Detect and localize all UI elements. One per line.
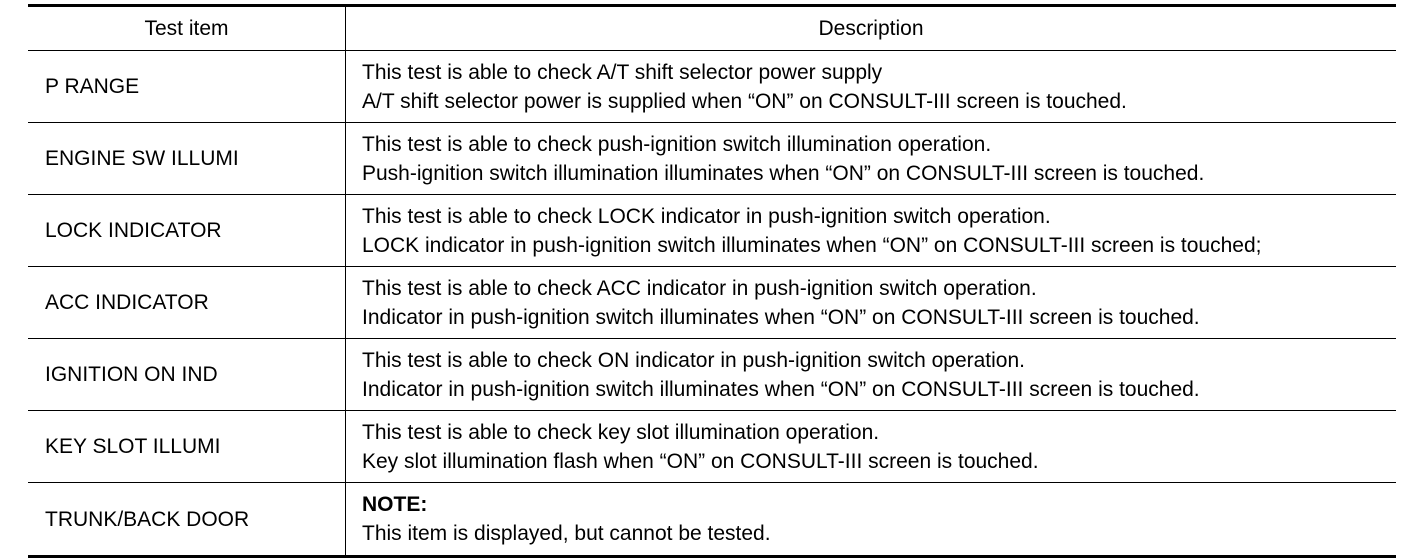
table-header-row bbox=[28, 7, 1396, 51]
description-line: LOCK indicator in push-ignition switch illuminates when “ON” on CONSULT-III screen is touched; bbox=[362, 233, 1262, 257]
description-line: This test is able to check LOCK indicator in push-ignition switch operation. bbox=[362, 204, 1051, 228]
description-line: This test is able to check key slot illumination operation. bbox=[362, 420, 880, 444]
test-item-cell: IGNITION ON IND bbox=[28, 339, 346, 410]
table-row bbox=[28, 51, 1396, 123]
test-item-cell: ENGINE SW ILLUMI bbox=[28, 123, 346, 194]
description-line: Push-ignition switch illumination illuminates when “ON” on CONSULT-III screen is touched. bbox=[362, 161, 1205, 185]
description-cell bbox=[346, 51, 1396, 122]
description-line: This test is able to check ON indicator in push-ignition switch operation. bbox=[362, 348, 1025, 372]
test-item-cell: ACC INDICATOR bbox=[28, 267, 346, 338]
table-row bbox=[28, 483, 1396, 555]
test-item-cell: P RANGE bbox=[28, 51, 346, 122]
table-row bbox=[28, 411, 1396, 483]
test-item-table bbox=[28, 4, 1396, 558]
note-label: NOTE: bbox=[362, 493, 428, 516]
description-cell bbox=[346, 339, 1396, 410]
table-row bbox=[28, 123, 1396, 195]
description-cell bbox=[346, 411, 1396, 482]
description-cell bbox=[346, 195, 1396, 266]
header-test-item: Test item bbox=[28, 7, 346, 50]
description-line: A/T shift selector power is supplied when “ON” on CONSULT-III screen is touched. bbox=[362, 89, 1127, 113]
test-item-cell: KEY SLOT ILLUMI bbox=[28, 411, 346, 482]
description-line: Indicator in push-ignition switch illuminates when “ON” on CONSULT-III screen is touched. bbox=[362, 377, 1200, 401]
description-line: This test is able to check ACC indicator in push-ignition switch operation. bbox=[362, 276, 1037, 300]
table-row bbox=[28, 339, 1396, 411]
description-line: This item is displayed, but cannot be tested. bbox=[362, 522, 771, 545]
table-row bbox=[28, 195, 1396, 267]
header-description: Description bbox=[818, 17, 924, 40]
description-cell bbox=[346, 483, 1396, 555]
test-item-cell: LOCK INDICATOR bbox=[28, 195, 346, 266]
description-cell bbox=[346, 267, 1396, 338]
description-line: Indicator in push-ignition switch illuminates when “ON” on CONSULT-III screen is touched. bbox=[362, 305, 1200, 329]
description-line: This test is able to check push-ignition switch illumination operation. bbox=[362, 132, 992, 156]
description-line: This test is able to check A/T shift selector power supply bbox=[362, 60, 883, 84]
test-item-cell: TRUNK/BACK DOOR bbox=[28, 483, 346, 555]
table-row bbox=[28, 267, 1396, 339]
description-line: Key slot illumination flash when “ON” on CONSULT-III screen is touched. bbox=[362, 449, 1039, 473]
description-cell bbox=[346, 123, 1396, 194]
